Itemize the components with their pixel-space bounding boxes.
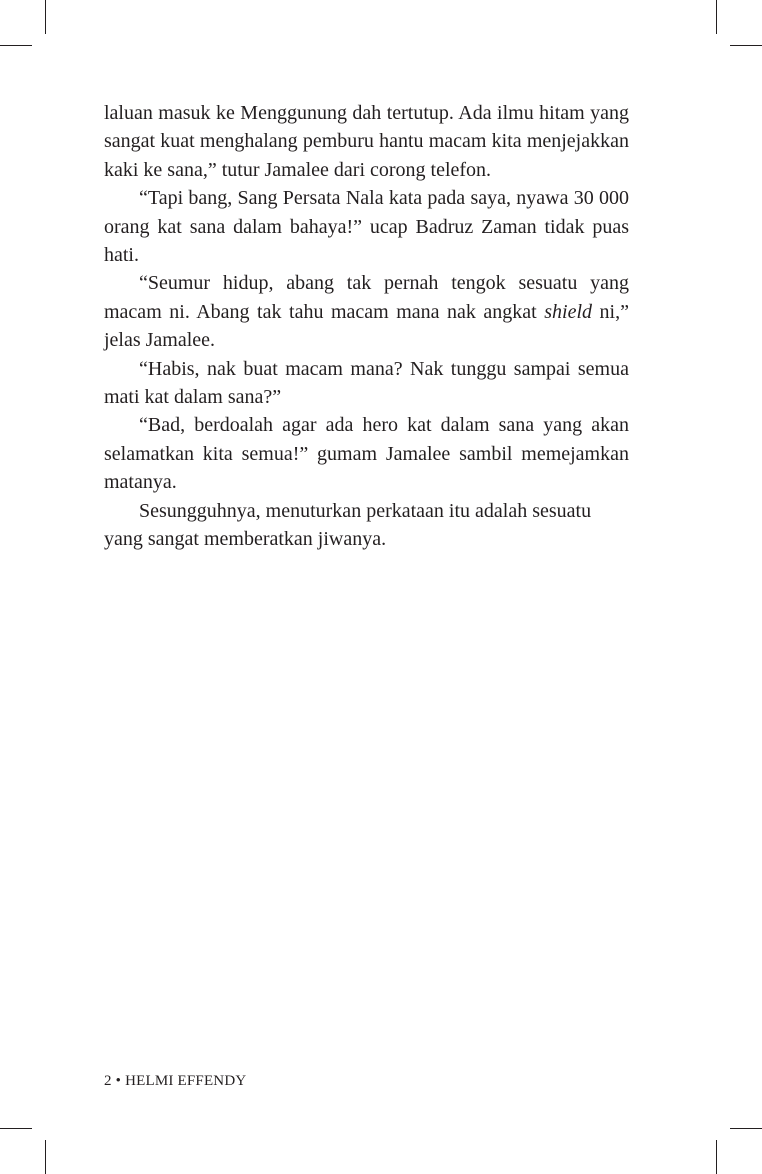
- author-name: HELMI EFFENDY: [125, 1073, 247, 1089]
- crop-mark-bottom-left-vertical: [45, 1140, 46, 1174]
- paragraph: “Habis, nak buat macam mana? Nak tunggu sampai semua mati kat dalam sana?”: [104, 357, 629, 409]
- page-number: 2: [104, 1073, 112, 1089]
- crop-mark-bottom-right-vertical: [716, 1140, 717, 1174]
- crop-mark-top-left-horizontal: [0, 45, 32, 46]
- crop-mark-top-left-vertical: [45, 0, 46, 34]
- crop-mark-top-right-vertical: [716, 0, 717, 34]
- footer-separator: •: [115, 1073, 122, 1089]
- crop-mark-top-right-horizontal: [730, 45, 762, 46]
- paragraph: [104, 269, 629, 354]
- paragraph: laluan masuk ke Menggunung dah tertutup. Ada ilmu hitam yang sangat kuat menghalang pemburu hantu macam kita menjejakkan kaki ke sana,” tutur Jamalee dari corong telefon.: [104, 102, 629, 181]
- crop-mark-bottom-left-horizontal: [0, 1128, 32, 1129]
- emphasized-word: shield: [544, 300, 593, 323]
- paragraph-text: ni,” jelas Jamalee.: [104, 300, 629, 352]
- paragraph: Sesungguhnya, menuturkan perkataan itu adalah sesuatu yang sangat memberatkan jiwanya.: [104, 499, 592, 551]
- crop-mark-bottom-right-horizontal: [730, 1128, 762, 1129]
- paragraph: “Tapi bang, Sang Persata Nala kata pada saya, nyawa 30 000 orang kat sana dalam bahaya!” ucap Badruz Zaman tidak puas hati.: [104, 187, 629, 267]
- running-footer: [104, 1073, 246, 1090]
- paragraph-text: “Seumur hidup, abang tak pernah tengok sesuatu yang macam ni. Abang tak tahu macam mana nak angkat: [104, 272, 629, 323]
- paragraph: “Bad, berdoalah agar ada hero kat dalam sana yang akan selamatkan kita semua!” gumam Jamalee sambil memejamkan matanya.: [104, 414, 629, 494]
- body-text: [104, 99, 629, 554]
